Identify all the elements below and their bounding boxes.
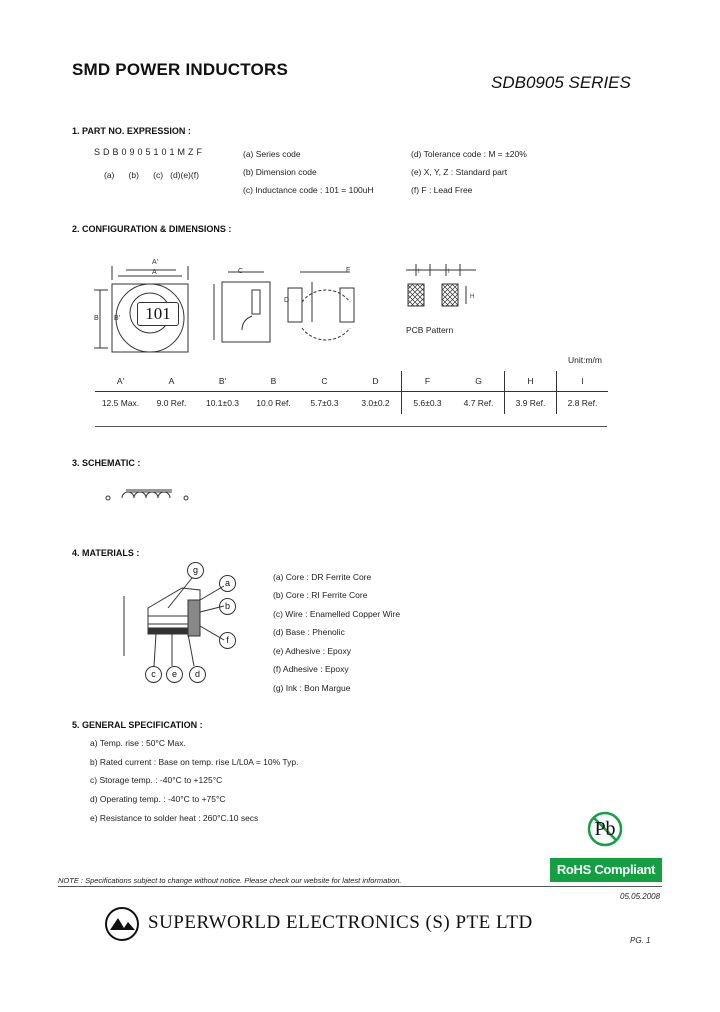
page-title: SMD POWER INDUCTORS: [72, 60, 288, 79]
inductor-marking: 101: [137, 302, 179, 326]
dim-header-cell: B': [197, 371, 248, 392]
part-number-labels: (a) (b) (c) (d)(e)(f): [104, 170, 199, 180]
pb-symbol: Pb: [594, 818, 616, 840]
dim-value-cell: 9.0 Ref.: [156, 398, 187, 408]
pb-free-badge: [586, 810, 624, 848]
svg-text:B: B: [94, 315, 99, 322]
part-item-a: (a) Series code: [243, 149, 301, 159]
dim-header-cell: A: [146, 371, 197, 392]
document-date: 05.05.2008: [620, 892, 661, 901]
callout-e: e: [166, 666, 183, 683]
part-item-e: (e) X, Y, Z : Standard part: [411, 167, 508, 177]
callout-b: b: [219, 598, 236, 615]
spec-item-a: a) Temp. rise : 50°C Max.: [90, 738, 186, 748]
material-item-c: (c) Wire : Enamelled Copper Wire: [273, 609, 401, 619]
section-config-heading: 2. CONFIGURATION & DIMENSIONS :: [72, 224, 232, 234]
dim-header-cell: H: [505, 371, 557, 392]
callout-d: d: [189, 666, 206, 683]
dim-value-cell: 3.0±0.2: [361, 398, 390, 408]
spec-item-c: c) Storage temp. : -40°C to +125°C: [90, 775, 223, 785]
svg-text:A: A: [152, 269, 157, 276]
material-item-e: (e) Adhesive : Epoxy: [273, 646, 351, 656]
company-logo-icon: [104, 906, 140, 942]
svg-text:F: F: [346, 267, 351, 274]
dim-header-cell: A': [95, 371, 146, 392]
dim-header-cell: C: [299, 371, 350, 392]
spec-item-d: d) Operating temp. : -40°C to +75°C: [90, 794, 226, 804]
schematic-coil-drawing: [104, 486, 194, 508]
pcb-pattern-label: PCB Pattern: [406, 325, 454, 335]
side-view-drawing: [208, 262, 272, 352]
bottom-view-drawing: [282, 262, 362, 354]
dim-value-cell: 3.9 Ref.: [505, 392, 557, 415]
dimensions-table: [95, 371, 608, 414]
dimensions-header-row: [95, 371, 608, 392]
dim-value-cell: 10.1±0.3: [205, 398, 240, 408]
svg-text:B': B': [114, 315, 121, 322]
dim-header-cell: G: [453, 371, 505, 392]
table-bottom-rule: [95, 426, 607, 427]
rohs-compliant-badge: RoHS Compliant: [550, 858, 662, 882]
material-item-a: (a) Core : DR Ferrite Core: [273, 572, 372, 582]
svg-text:C: C: [238, 268, 244, 275]
part-number-code: SDB0905101MZF: [94, 147, 206, 157]
dim-header-cell: B: [248, 371, 299, 392]
dim-header-cell: F: [402, 371, 454, 392]
dim-value-cell: 4.7 Ref.: [463, 398, 494, 408]
material-item-d: (d) Base : Phenolic: [273, 627, 345, 637]
section-schematic-heading: 3. SCHEMATIC :: [72, 458, 141, 468]
part-item-d: (d) Tolerance code : M = ±20%: [411, 149, 527, 159]
section-spec-heading: 5. GENERAL SPECIFICATION :: [72, 720, 203, 730]
dim-header-cell: I: [557, 371, 609, 392]
material-item-g: (g) Ink : Bon Margue: [273, 683, 351, 693]
svg-text:I: I: [418, 269, 420, 275]
dim-value-cell: 2.8 Ref.: [557, 392, 609, 415]
callout-c: c: [145, 666, 162, 683]
material-item-f: (f) Adhesive : Epoxy: [273, 664, 349, 674]
svg-text:A': A': [152, 259, 159, 266]
callout-f: f: [219, 632, 236, 649]
pcb-pattern-drawing: [400, 262, 490, 332]
svg-text:I: I: [448, 269, 450, 275]
section-materials-heading: 4. MATERIALS :: [72, 548, 140, 558]
dim-header-cell: D: [350, 371, 402, 392]
page-number: PG. 1: [630, 936, 651, 945]
svg-text:D: D: [284, 297, 290, 304]
part-item-f: (f) F : Lead Free: [411, 185, 473, 195]
series-name: SDB0905 SERIES: [491, 73, 631, 92]
footer-rule: [58, 886, 662, 887]
spec-item-b: b) Rated current : Base on temp. rise L/L0A = 10% Typ.: [90, 757, 299, 767]
section-part-no-heading: 1. PART NO. EXPRESSION :: [72, 126, 191, 136]
material-item-b: (b) Core : RI Ferrite Core: [273, 590, 368, 600]
svg-text:H: H: [470, 294, 475, 300]
part-item-b: (b) Dimension code: [243, 167, 317, 177]
dim-value-cell: 5.6±0.3: [402, 392, 454, 415]
spec-item-e: e) Resistance to solder heat : 260°C.10 secs: [90, 813, 259, 823]
unit-label: Unit:m/m: [568, 355, 602, 365]
company-name: SUPERWORLD ELECTRONICS (S) PTE LTD: [148, 912, 533, 933]
part-item-c: (c) Inductance code : 101 = 100uH: [243, 185, 374, 195]
callout-a: a: [219, 575, 236, 592]
dim-value-cell: 12.5 Max.: [101, 398, 140, 408]
callout-g: g: [187, 562, 204, 579]
dim-value-cell: 5.7±0.3: [310, 398, 339, 408]
dimensions-value-row: [95, 392, 608, 415]
dim-value-cell: 10.0 Ref.: [256, 398, 291, 408]
footer-note: NOTE : Specifications subject to change without notice. Please check our website for latest information.: [58, 876, 402, 885]
